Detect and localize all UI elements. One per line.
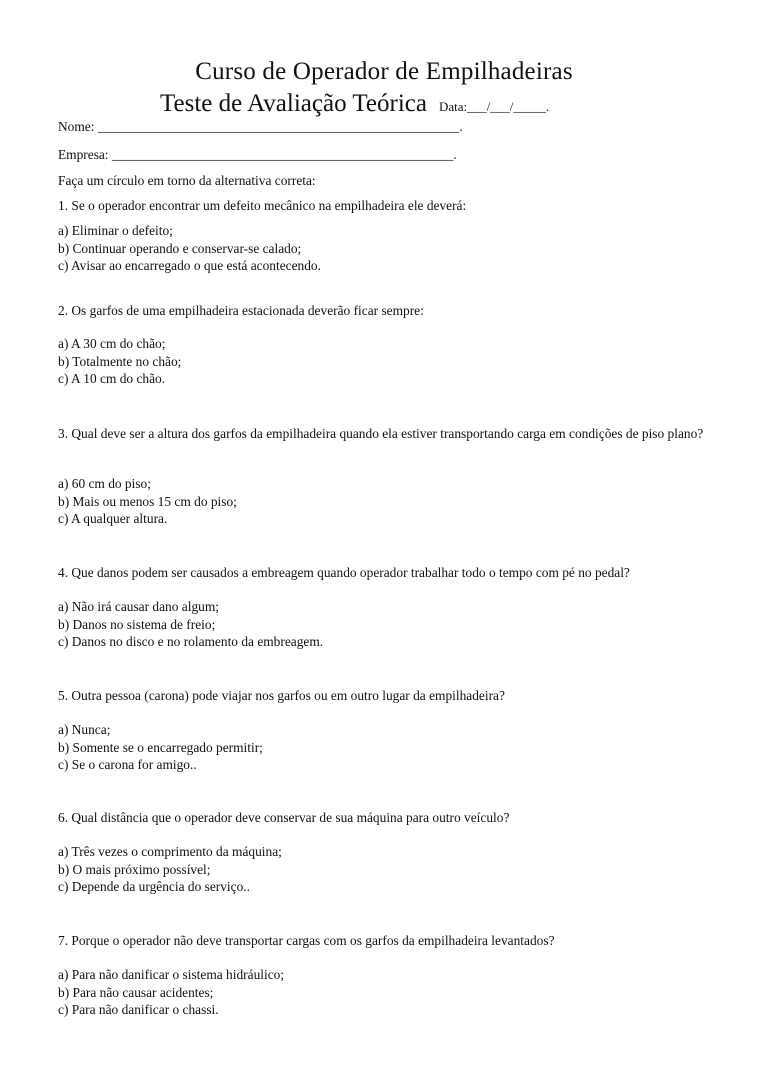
option-a: a) Não irá causar dano algum; — [58, 599, 219, 614]
option-c: c) Depende da urgência do serviço.. — [58, 879, 250, 894]
option-a: a) Três vezes o comprimento da máquina; — [58, 844, 282, 859]
question-4-text: 4. Que danos podem ser causados a embreagem quando operador trabalhar todo o tempo com pé no pedal? — [58, 565, 630, 580]
option-b: b) Somente se o encarregado permitir; — [58, 739, 263, 755]
company-field: Empresa: ___________________________________________________. — [58, 147, 457, 162]
question-7-options — [58, 966, 758, 1019]
option-b: b) O mais próximo possível; — [58, 861, 211, 877]
option-a: a) Eliminar o defeito; — [58, 223, 173, 238]
option-b: b) Totalmente no chão; — [58, 353, 182, 369]
question-6-options — [58, 843, 758, 896]
option-a: a) A 30 cm do chão; — [58, 336, 166, 351]
document-subtitle: Teste de Avaliação Teórica — [160, 90, 427, 117]
document-title: Curso de Operador de Empilhadeiras — [195, 58, 573, 85]
question-2-options — [58, 335, 758, 388]
question-5-options — [58, 721, 758, 774]
question-2-text: 2. Os garfos de uma empilhadeira estacionada deverão ficar sempre: — [58, 303, 424, 318]
option-c: c) Se o carona for amigo.. — [58, 757, 197, 772]
option-c: c) Para não danificar o chassi. — [58, 1002, 219, 1017]
option-a: a) Para não danificar o sistema hidráulico; — [58, 967, 285, 982]
question-7-text: 7. Porque o operador não deve transportar cargas com os garfos da empilhadeira levantados? — [58, 933, 555, 948]
question-6-text: 6. Qual distância que o operador deve conservar de sua máquina para outro veículo? — [58, 810, 510, 825]
question-5-text: 5. Outra pessoa (carona) pode viajar nos garfos ou em outro lugar da empilhadeira? — [58, 688, 505, 703]
option-b: b) Danos no sistema de freio; — [58, 616, 216, 632]
option-b: b) Para não causar acidentes; — [58, 984, 214, 1000]
question-4-options — [58, 598, 758, 651]
instruction-text: Faça um círculo em torno da alternativa correta: — [58, 173, 316, 188]
subtitle-row — [160, 90, 549, 118]
question-3-text: 3. Qual deve ser a altura dos garfos da empilhadeira quando ela estiver transportando carga em condições de piso plano? — [58, 426, 704, 441]
option-a: a) Nunca; — [58, 722, 111, 737]
option-c: c) Avisar ao encarregado o que está acontecendo. — [58, 258, 321, 273]
option-c: c) Danos no disco e no rolamento da embreagem. — [58, 634, 324, 649]
date-field: Data:___/___/_____. — [438, 99, 550, 114]
question-3-options — [58, 475, 758, 528]
question-1-options — [58, 222, 758, 275]
option-b: b) Continuar operando e conservar-se calado; — [58, 240, 302, 256]
option-a: a) 60 cm do piso; — [58, 476, 151, 491]
option-b: b) Mais ou menos 15 cm do piso; — [58, 493, 237, 509]
option-c: c) A qualquer altura. — [58, 511, 168, 526]
option-c: c) A 10 cm do chão. — [58, 371, 166, 386]
question-1-text: 1. Se o operador encontrar um defeito mecânico na empilhadeira ele deverá: — [58, 198, 467, 213]
name-field: Nome: ______________________________________________________. — [58, 119, 463, 134]
